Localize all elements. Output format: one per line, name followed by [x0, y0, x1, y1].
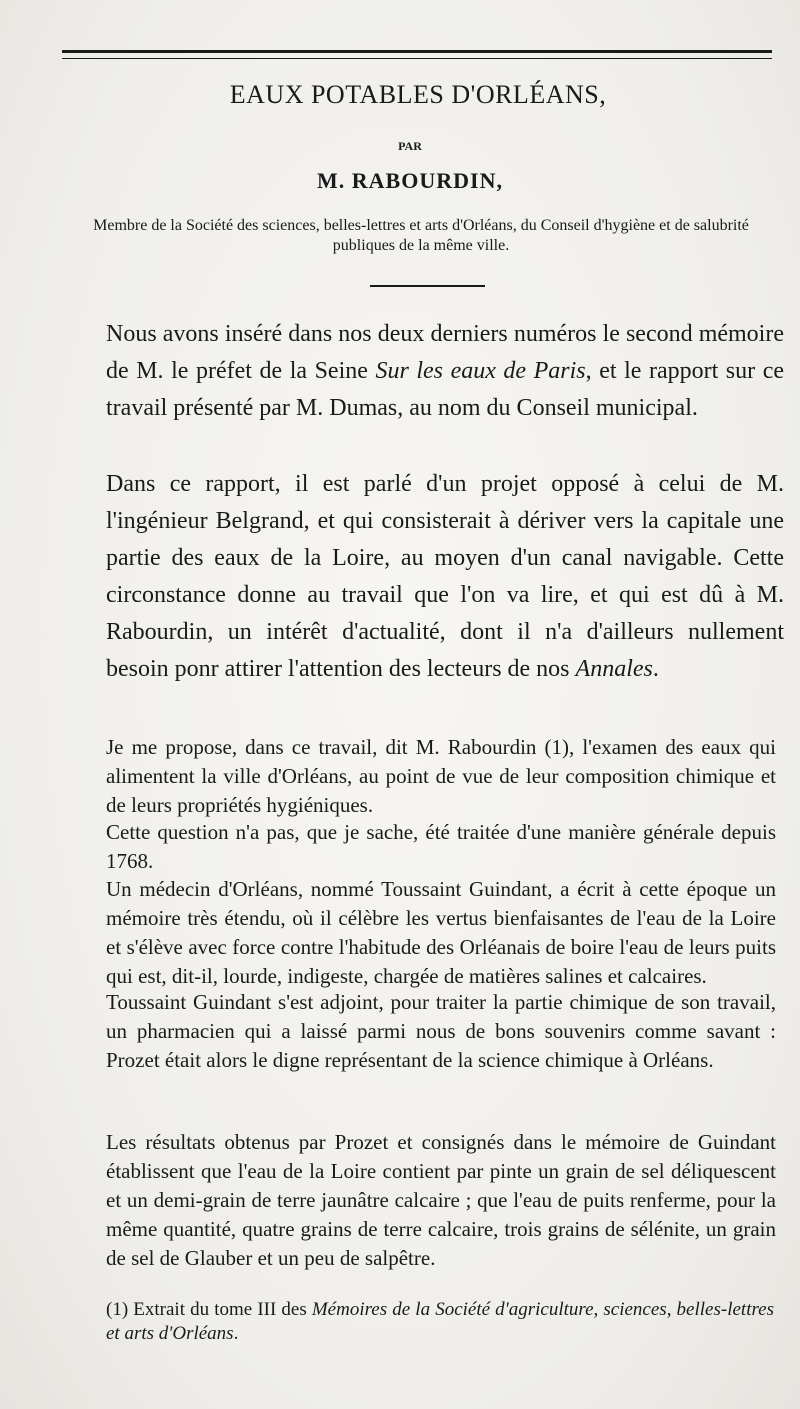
footnote-italic-source: Mémoires de la Société d'agriculture, sciences, belles-lettres et arts d'Orléans — [106, 1299, 774, 1344]
intro-p2-text-b: . — [652, 656, 659, 682]
section-divider — [370, 285, 485, 287]
header-rule-thin — [62, 58, 772, 59]
intro-p2-italic: Annales — [575, 656, 653, 682]
body-paragraph-1 — [84, 733, 776, 820]
body-paragraph-5 — [84, 1128, 776, 1273]
footnote-text-b: . — [233, 1323, 239, 1344]
body-p4-text: Toussaint Guindant s'est adjoint, pour traiter la partie chimique de son travail, un pharmacien qui a laissé parmi nous de bons souvenirs comme savant : Prozet était alors le digne représentant de la science chimique à Orléans. — [106, 990, 776, 1072]
body-paragraph-4 — [84, 988, 776, 1075]
author-name: M. RABOURDIN, — [317, 168, 503, 193]
intro-paragraph-1 — [84, 316, 784, 427]
article-title: EAUX POTABLES D'ORLÉANS, — [229, 80, 607, 109]
byline-par: PAR — [398, 139, 422, 153]
body-p2-text: Cette question n'a pas, que je sache, été traitée d'une manière générale depuis 1768. — [106, 820, 776, 873]
body-p5-text: Les résultats obtenus par Prozet et consignés dans le mémoire de Guindant établissent que l'eau de la Loire contient par pinte un grain de sel déliquescent et un demi-grain de terre jaunâtre calcaire ; que l'eau de puits renferme, pour la même quantité, quatre grains de terre calcaire, trois grains de sélénite, un grain de sel de Glauber et un peu de salpêtre. — [106, 1130, 776, 1270]
intro-p1-italic-title: Sur les eaux de Paris — [375, 358, 586, 384]
footnote — [84, 1298, 774, 1346]
author-affiliation: Membre de la Société des sciences, belles-lettres et arts d'Orléans, du Conseil d'hygiène et de salubrité publiques de la même ville. — [93, 217, 749, 254]
intro-p1-text-b: , et le rapport sur ce travail présenté par M. Dumas, au nom du Conseil municipal. — [106, 358, 784, 421]
intro-p1-text-a: Nous avons inséré dans nos deux derniers numéros le second mémoire de M. le préfet de la Seine — [106, 321, 784, 384]
body-paragraph-3 — [84, 875, 776, 991]
header-rule-thick — [62, 50, 772, 53]
body-p1-text: Je me propose, dans ce travail, dit M. Rabourdin (1), l'examen des eaux qui alimentent la ville d'Orléans, au point de vue de leur composition chimique et de leurs propriétés hygiéniques. — [106, 735, 776, 817]
body-paragraph-2 — [84, 818, 776, 876]
footnote-text-a: (1) Extrait du tome III des — [106, 1299, 312, 1320]
intro-p2-text-a: Dans ce rapport, il est parlé d'un projet opposé à celui de M. l'ingénieur Belgrand, et qui consisterait à dériver vers la capitale une partie des eaux de la Loire, au moyen d'un canal navigable. Cette circonstance donne au travail que l'on va lire, et qui est dû à M. Rabourdin, un intérêt d'actualité, dont il n'a d'ailleurs nullement besoin ponr attirer l'attention des lecteurs de nos — [106, 471, 784, 682]
body-p3-text: Un médecin d'Orléans, nommé Toussaint Guindant, a écrit à cette époque un mémoire très étendu, où il célèbre les vertus bienfaisantes de l'eau de la Loire et s'élève avec force contre l'habitude des Orléanais de boire l'eau de leurs puits qui est, dit-il, lourde, indigeste, chargée de matières salines et calcaires. — [106, 877, 776, 988]
intro-paragraph-2 — [84, 466, 784, 688]
